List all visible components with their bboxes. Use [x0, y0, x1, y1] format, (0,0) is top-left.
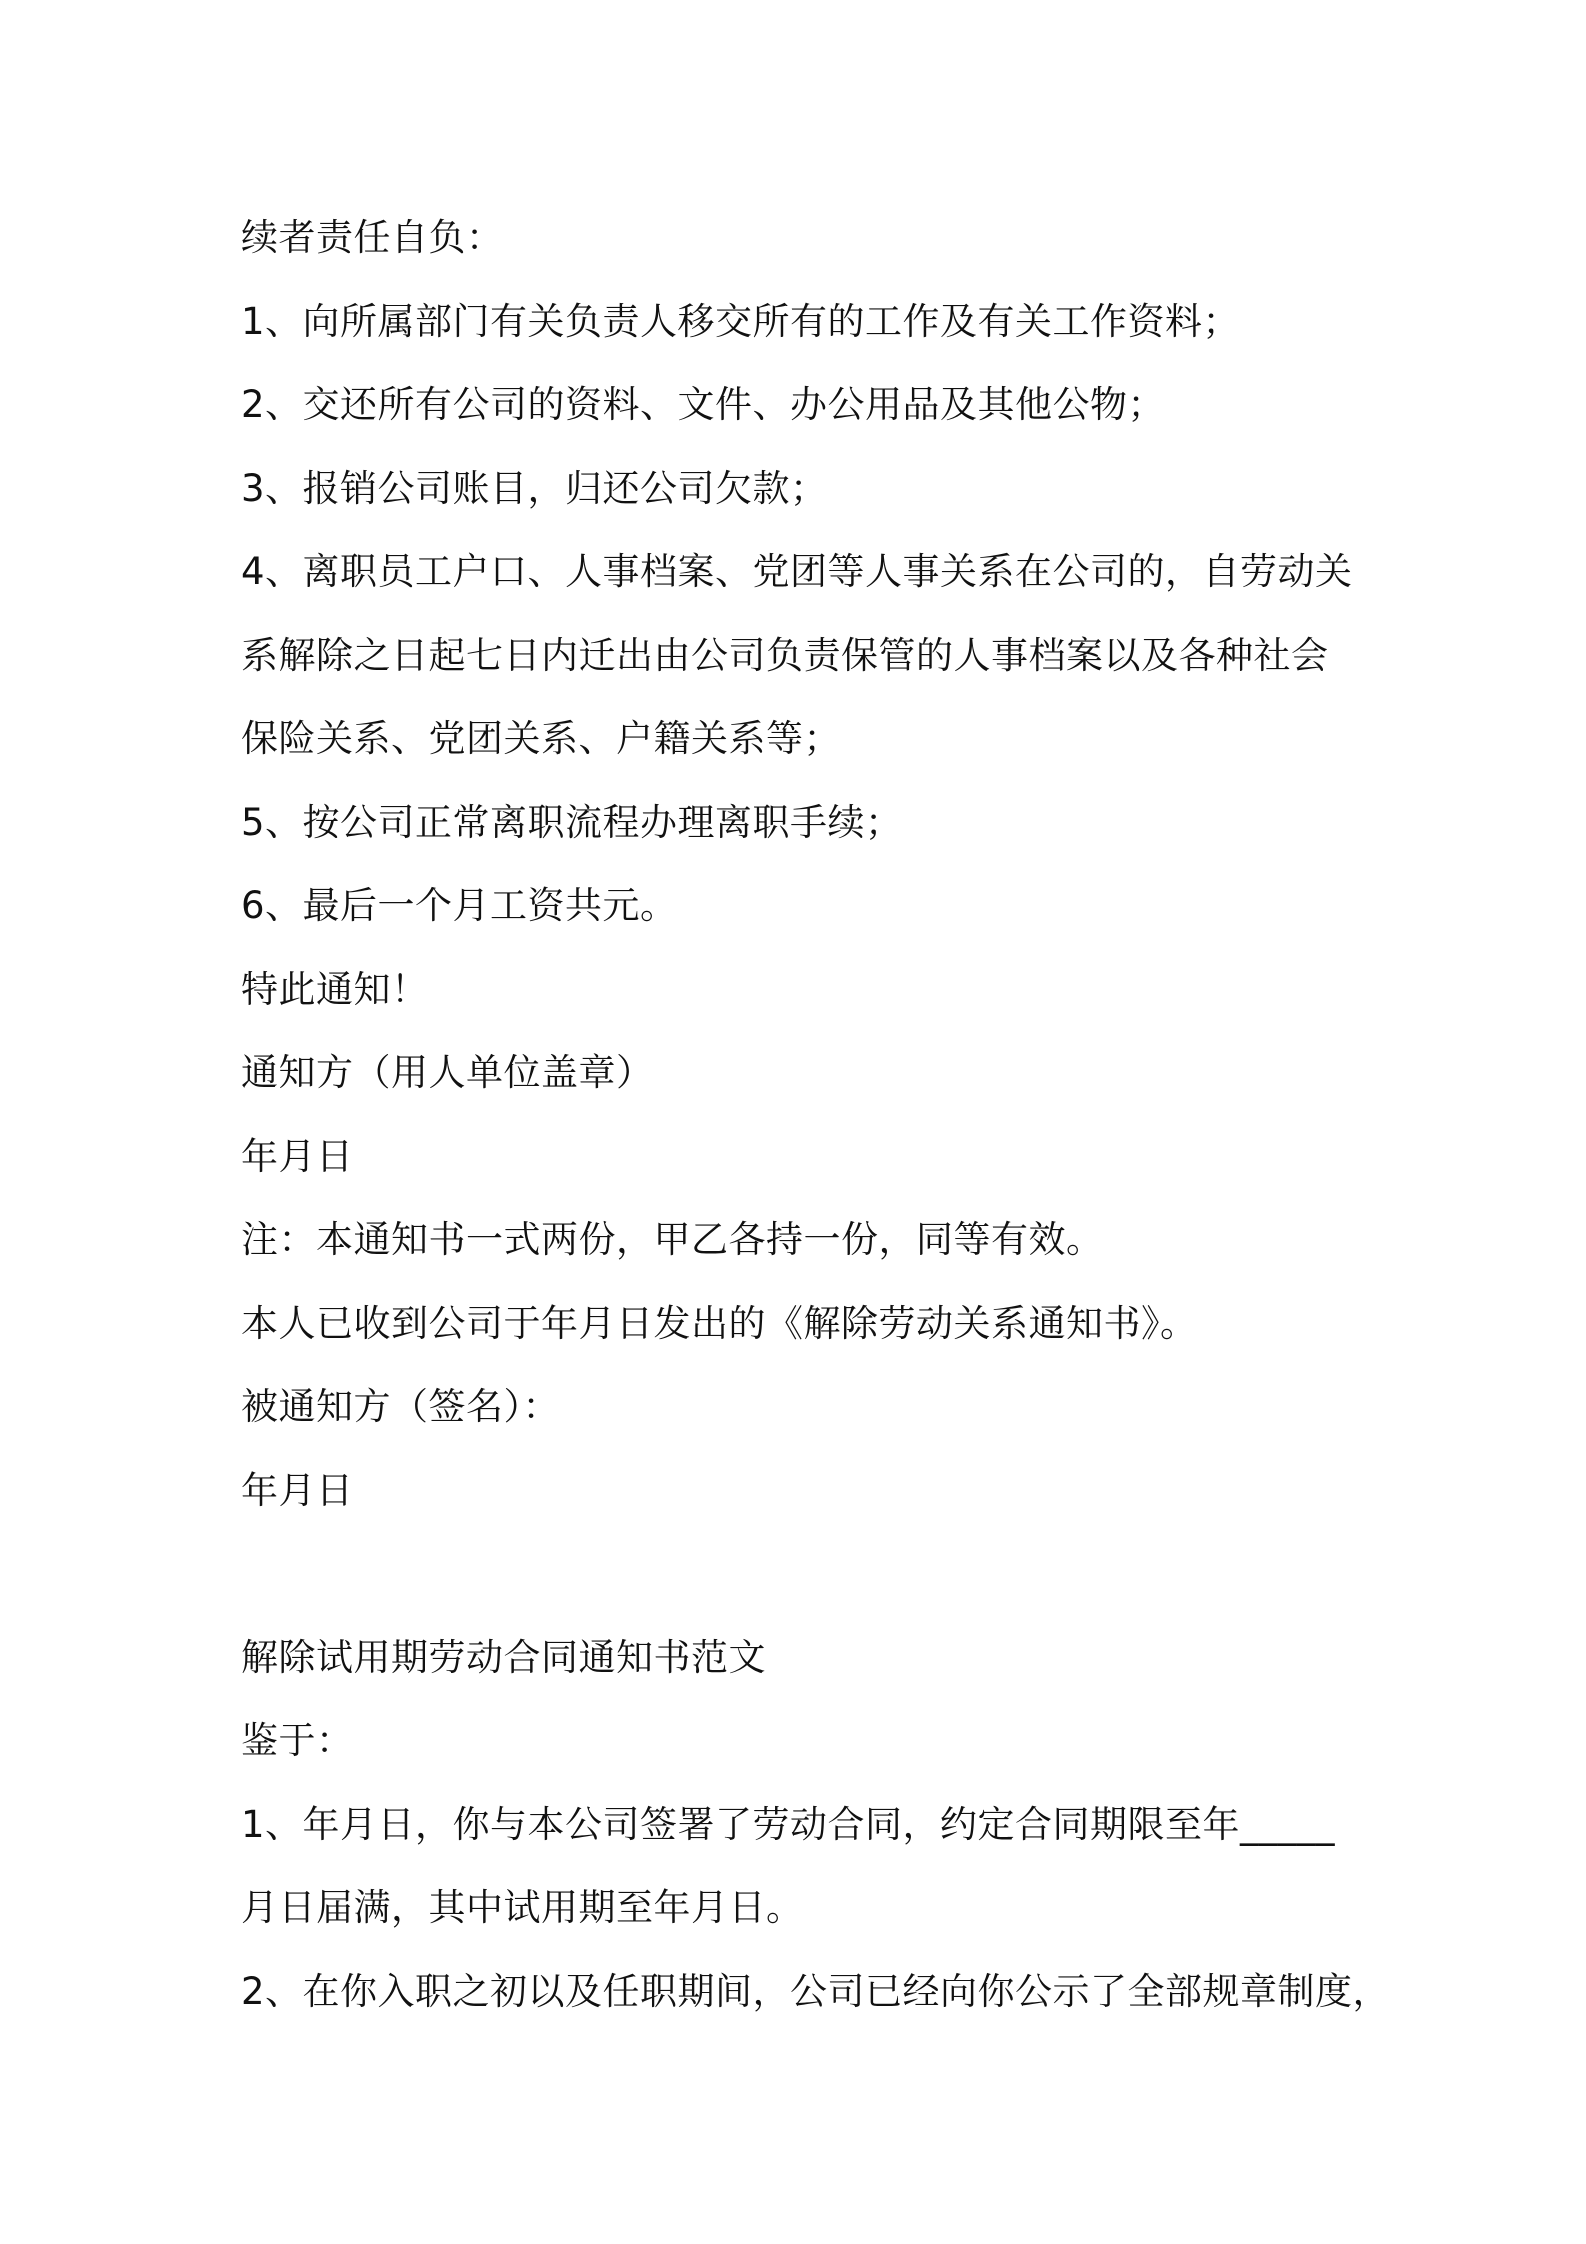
list-item-continuation: 系解除之日起七日内迁出由公司负责保管的人事档案以及各种社会: [241, 633, 1329, 677]
list-item: 2、交还所有公司的资料、文件、办公用品及其他公物；: [241, 383, 1166, 426]
recipient-signature-label: 被通知方（签名）：: [241, 1385, 560, 1428]
note-line: 注：本通知书一式两份，甲乙各持一份，同等有效。: [241, 1218, 1104, 1261]
receipt-acknowledgement: 本人已收到公司于年月日发出的《解除劳动关系通知书》。: [241, 1301, 1198, 1345]
text-line: 鉴于：: [241, 1719, 354, 1762]
list-item: 1、年月日，你与本公司签署了劳动合同，约定合同期限至年_____: [241, 1802, 1336, 1846]
date-line: 年月日: [241, 1134, 354, 1178]
notifier-signature-label: 通知方（用人单位盖章）: [241, 1051, 654, 1094]
list-item: 4、离职员工户口、人事档案、党团等人事关系在公司的，自劳动关: [241, 550, 1353, 593]
list-item: 6、最后一个月工资共元。: [241, 884, 678, 927]
list-item-continuation: 月日届满，其中试用期至年月日。: [241, 1886, 804, 1929]
list-item: 5、按公司正常离职流程办理离职手续；: [241, 800, 903, 844]
section-gap: [241, 1532, 1381, 1616]
list-item: 3、报销公司账目，归还公司欠款；: [241, 466, 828, 510]
date-line: 年月日: [241, 1468, 354, 1512]
section-title: 解除试用期劳动合同通知书范文: [241, 1635, 766, 1679]
list-item: 2、在你入职之初以及任职期间，公司已经向你公示了全部规章制度，: [241, 1969, 1391, 2013]
list-item: 1、向所属部门有关负责人移交所有的工作及有关工作资料；: [241, 299, 1241, 343]
notice-closing: 特此通知！: [241, 967, 429, 1011]
text-line: 续者责任自负：: [241, 216, 504, 259]
list-item-continuation: 保险关系、党团关系、户籍关系等；: [241, 717, 841, 760]
document-body: [241, 196, 1391, 2033]
